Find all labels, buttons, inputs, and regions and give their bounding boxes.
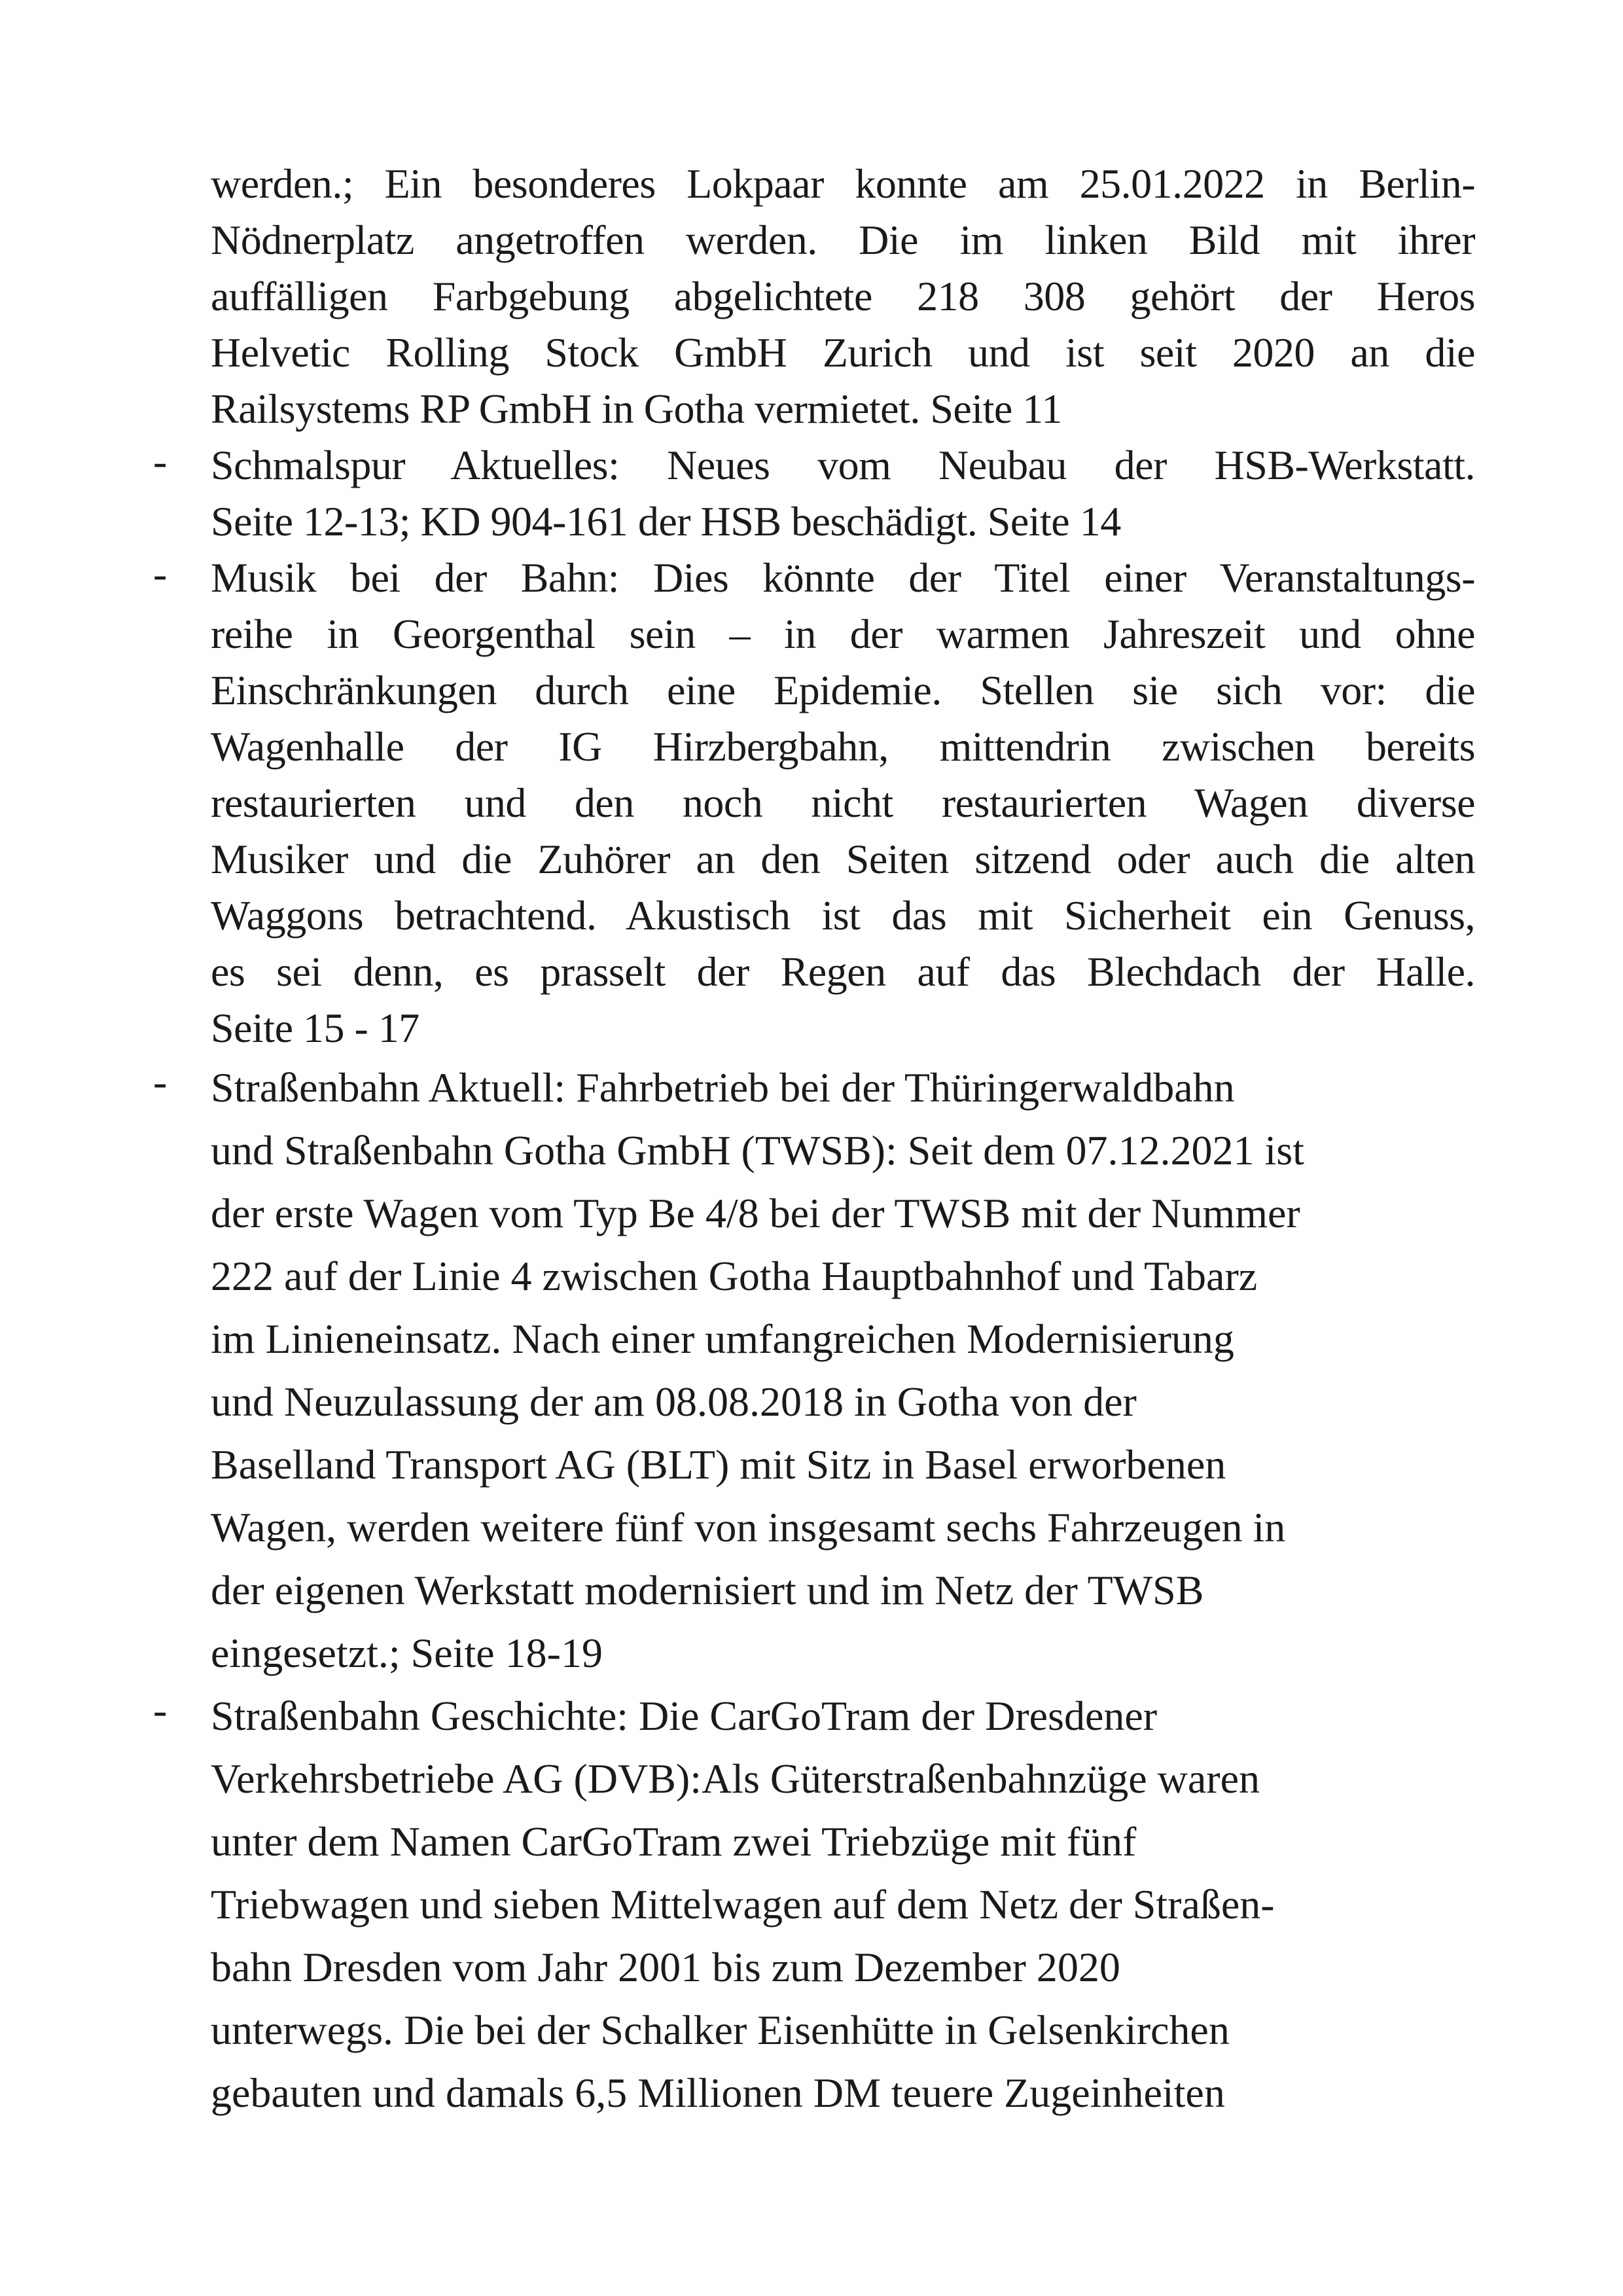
dash-bullet: - xyxy=(153,1687,168,1733)
text-line: Straßenbahn Aktuell: Fahrbetrieb bei der Thüringerwaldbahn xyxy=(211,1064,1235,1111)
text-line: und Neuzulassung der am 08.08.2018 in Gotha von der xyxy=(211,1378,1137,1425)
text-line: im Linieneinsatz. Nach einer umfangreichen Modernisierung xyxy=(211,1316,1234,1362)
text-line: gebauten und damals 6,5 Millionen DM teuere Zugeinheiten xyxy=(211,2070,1225,2116)
text-line: Railsystems RP GmbH in Gotha vermietet. Seite 11 xyxy=(211,386,1062,432)
text-line: auffälligen Farbgebung abgelichtete 218 308 gehört der Heros xyxy=(211,273,1475,319)
text-line: werden.; Ein besonderes Lokpaar konnte am 25.01.2022 in Berlin- xyxy=(211,160,1475,207)
text-line: Waggons betrachtend. Akustisch ist das mit Sicherheit ein Genuss, xyxy=(211,892,1475,939)
text-line: unterwegs. Die bei der Schalker Eisenhütte in Gelsenkirchen xyxy=(211,2007,1230,2053)
text-line: Seite 12-13; KD 904-161 der HSB beschädigt. Seite 14 xyxy=(211,498,1121,545)
text-line: und Straßenbahn Gotha GmbH (TWSB): Seit dem 07.12.2021 ist xyxy=(211,1127,1304,1174)
text-line: Triebwagen und sieben Mittelwagen auf dem Netz der Straßen- xyxy=(211,1881,1275,1928)
text-line: Helvetic Rolling Stock GmbH Zurich und ist seit 2020 an die xyxy=(211,329,1475,376)
text-line: Straßenbahn Geschichte: Die CarGoTram der Dresdener xyxy=(211,1693,1158,1739)
text-line: Wagenhalle der IG Hirzbergbahn, mittendrin zwischen bereits xyxy=(211,723,1475,770)
text-line: es sei denn, es prasselt der Regen auf das Blechdach der Halle. xyxy=(211,948,1475,995)
text-line: 222 auf der Linie 4 zwischen Gotha Hauptbahnhof und Tabarz xyxy=(211,1253,1258,1299)
text-line: eingesetzt.; Seite 18-19 xyxy=(211,1630,603,1676)
list-item-strassenbahn-geschichte xyxy=(153,1685,1475,2125)
text-line: Nödnerplatz angetroffen werden. Die im linken Bild mit ihrer xyxy=(211,217,1475,263)
text-line: Musiker und die Zuhörer an den Seiten sitzend oder auch die alten xyxy=(211,836,1475,882)
text-column xyxy=(153,156,1475,2125)
text-line: Einschränkungen durch eine Epidemie. Stellen sie sich vor: die xyxy=(211,667,1475,713)
text-line: Seite 15 - 17 xyxy=(211,1005,419,1051)
text-line: Musik bei der Bahn: Dies könnte der Titel einer Veranstaltungs- xyxy=(211,554,1475,601)
text-line: restaurierten und den noch nicht restaurierten Wagen diverse xyxy=(211,780,1475,826)
text-line: der erste Wagen vom Typ Be 4/8 bei der TWSB mit der Nummer xyxy=(211,1190,1300,1236)
list-item-schmalspur xyxy=(153,437,1475,550)
list-item-strassenbahn-aktuell xyxy=(153,1056,1475,1685)
dash-bullet: - xyxy=(153,1058,168,1105)
text-line: Baselland Transport AG (BLT) mit Sitz in Basel erworbenen xyxy=(211,1441,1226,1488)
text-line: der eigenen Werkstatt modernisiert und im Netz der TWSB xyxy=(211,1567,1204,1613)
text-line: unter dem Namen CarGoTram zwei Triebzüge mit fünf xyxy=(211,1818,1137,1865)
text-line: Verkehrsbetriebe AG (DVB):Als Güterstraßenbahnzüge waren xyxy=(211,1755,1260,1802)
text-line: reihe in Georgenthal sein – in der warmen Jahreszeit und ohne xyxy=(211,611,1475,657)
list-item-musik xyxy=(153,550,1475,1056)
text-line: bahn Dresden vom Jahr 2001 bis zum Dezember 2020 xyxy=(211,1944,1120,1990)
text-line: Wagen, werden weitere fünf von insgesamt sechs Fahrzeugen in xyxy=(211,1504,1286,1551)
intro-paragraph xyxy=(211,156,1475,437)
dash-bullet: - xyxy=(153,550,168,597)
dash-bullet: - xyxy=(153,438,168,484)
text-line: Schmalspur Aktuelles: Neues vom Neubau der HSB-Werkstatt. xyxy=(211,442,1475,488)
